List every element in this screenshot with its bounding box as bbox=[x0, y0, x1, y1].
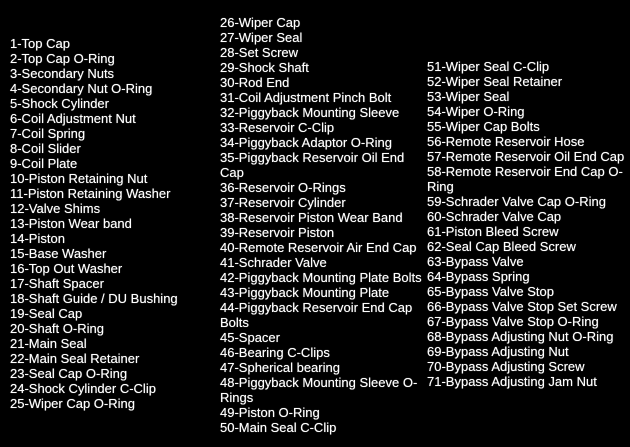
part-item: 25-Wiper Cap O-Ring bbox=[10, 396, 135, 411]
part-item: 22-Main Seal Retainer bbox=[10, 351, 140, 366]
part-item: 70-Bypass Adjusting Screw bbox=[427, 359, 585, 374]
part-item: 20-Shaft O-Ring bbox=[10, 321, 104, 336]
parts-column-2 bbox=[220, 15, 426, 435]
part-item: 3-Secondary Nuts bbox=[10, 66, 115, 81]
part-item: 39-Reservoir Piston bbox=[220, 225, 335, 240]
part-item: 27-Wiper Seal bbox=[220, 30, 303, 45]
parts-column-1 bbox=[10, 36, 210, 411]
part-item: 35-Piggyback Reservoir Oil End Cap bbox=[220, 150, 405, 180]
part-item: 4-Secondary Nut O-Ring bbox=[10, 81, 153, 96]
part-item: 7-Coil Spring bbox=[10, 126, 86, 141]
part-item: 46-Bearing C-Clips bbox=[220, 345, 330, 360]
part-item: 61-Piston Bleed Screw bbox=[427, 224, 559, 239]
part-item: 13-Piston Wear band bbox=[10, 216, 132, 231]
part-item: 17-Shaft Spacer bbox=[10, 276, 104, 291]
part-item: 19-Seal Cap bbox=[10, 306, 83, 321]
part-item: 40-Remote Reservoir Air End Cap bbox=[220, 240, 417, 255]
part-item: 26-Wiper Cap bbox=[220, 15, 301, 30]
part-item: 12-Valve Shims bbox=[10, 201, 101, 216]
part-item: 55-Wiper Cap Bolts bbox=[427, 119, 540, 134]
part-item: 24-Shock Cylinder C-Clip bbox=[10, 381, 156, 396]
part-item: 1-Top Cap bbox=[10, 36, 70, 51]
part-item: 71-Bypass Adjusting Jam Nut bbox=[427, 374, 597, 389]
part-item: 49-Piston O-Ring bbox=[220, 405, 320, 420]
part-item: 44-Piggyback Reservoir End Cap Bolts bbox=[220, 300, 413, 330]
part-item: 63-Bypass Valve bbox=[427, 254, 524, 269]
part-item: 11-Piston Retaining Washer bbox=[10, 186, 171, 201]
part-item: 29-Shock Shaft bbox=[220, 60, 309, 75]
part-item: 15-Base Washer bbox=[10, 246, 107, 261]
part-item: 18-Shaft Guide / DU Bushing bbox=[10, 291, 178, 306]
part-item: 51-Wiper Seal C-Clip bbox=[427, 59, 550, 74]
part-item: 34-Piggyback Adaptor O-Ring bbox=[220, 135, 392, 150]
part-item: 58-Remote Reservoir End Cap O-Ring bbox=[427, 164, 623, 194]
part-item: 48-Piggyback Mounting Sleeve O-Rings bbox=[220, 375, 418, 405]
part-item: 33-Reservoir C-Clip bbox=[220, 120, 335, 135]
part-item: 66-Bypass Valve Stop Set Screw bbox=[427, 299, 617, 314]
part-item: 59-Schrader Valve Cap O-Ring bbox=[427, 194, 606, 209]
part-item: 10-Piston Retaining Nut bbox=[10, 171, 148, 186]
part-item: 56-Remote Reservoir Hose bbox=[427, 134, 585, 149]
part-item: 14-Piston bbox=[10, 231, 65, 246]
part-item: 43-Piggyback Mounting Plate bbox=[220, 285, 390, 300]
part-item: 68-Bypass Adjusting Nut O-Ring bbox=[427, 329, 614, 344]
part-item: 8-Coil Slider bbox=[10, 141, 81, 156]
part-item: 6-Coil Adjustment Nut bbox=[10, 111, 136, 126]
part-item: 47-Spherical bearing bbox=[220, 360, 340, 375]
part-item: 50-Main Seal C-Clip bbox=[220, 420, 337, 435]
part-item: 45-Spacer bbox=[220, 330, 280, 345]
part-item: 53-Wiper Seal bbox=[427, 89, 510, 104]
part-item: 69-Bypass Adjusting Nut bbox=[427, 344, 569, 359]
part-item: 36-Reservoir O-Rings bbox=[220, 180, 346, 195]
part-item: 28-Set Screw bbox=[220, 45, 299, 60]
part-item: 38-Reservoir Piston Wear Band bbox=[220, 210, 403, 225]
part-item: 57-Remote Reservoir Oil End Cap bbox=[427, 149, 625, 164]
part-item: 64-Bypass Spring bbox=[427, 269, 530, 284]
part-item: 42-Piggyback Mounting Plate Bolts bbox=[220, 270, 422, 285]
part-item: 5-Shock Cylinder bbox=[10, 96, 109, 111]
part-item: 2-Top Cap O-Ring bbox=[10, 51, 115, 66]
part-item: 52-Wiper Seal Retainer bbox=[427, 74, 563, 89]
parts-column-3 bbox=[427, 59, 629, 389]
part-item: 37-Reservoir Cylinder bbox=[220, 195, 346, 210]
part-item: 62-Seal Cap Bleed Screw bbox=[427, 239, 576, 254]
part-item: 60-Schrader Valve Cap bbox=[427, 209, 562, 224]
part-item: 67-Bypass Valve Stop O-Ring bbox=[427, 314, 599, 329]
part-item: 21-Main Seal bbox=[10, 336, 87, 351]
part-item: 31-Coil Adjustment Pinch Bolt bbox=[220, 90, 392, 105]
part-item: 54-Wiper O-Ring bbox=[427, 104, 525, 119]
part-item: 32-Piggyback Mounting Sleeve bbox=[220, 105, 400, 120]
part-item: 23-Seal Cap O-Ring bbox=[10, 366, 128, 381]
part-item: 9-Coil Plate bbox=[10, 156, 78, 171]
part-item: 41-Schrader Valve bbox=[220, 255, 327, 270]
part-item: 30-Rod End bbox=[220, 75, 290, 90]
part-item: 16-Top Out Washer bbox=[10, 261, 123, 276]
part-item: 65-Bypass Valve Stop bbox=[427, 284, 554, 299]
